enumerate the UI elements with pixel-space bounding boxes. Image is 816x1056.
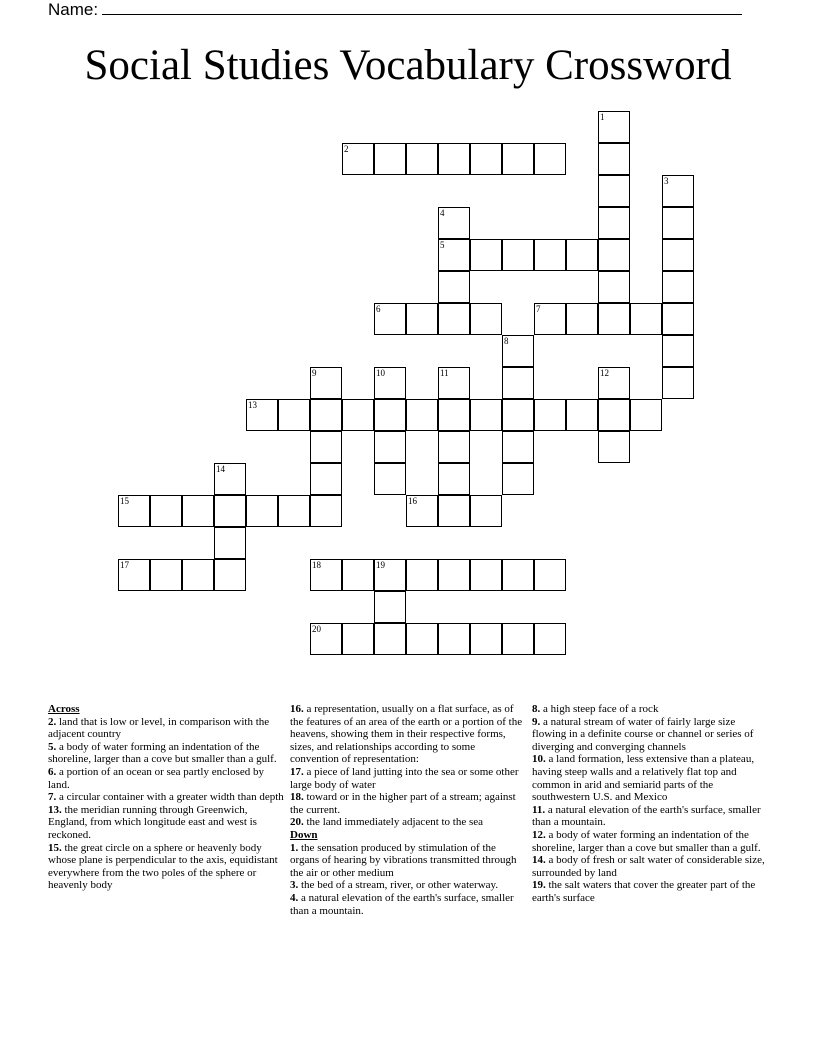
crossword-cell[interactable] [662, 335, 694, 367]
clue-number: 5 [440, 240, 445, 250]
crossword-cell[interactable] [182, 495, 214, 527]
crossword-cell[interactable] [310, 463, 342, 495]
crossword-cell[interactable] [662, 271, 694, 303]
crossword-cell[interactable] [502, 623, 534, 655]
clue-down-1: 1. the sensation produced by stimulation of the organs of hearing by vibrations transmitted through the air or other medium [290, 841, 517, 879]
crossword-cell[interactable] [374, 303, 406, 335]
clue-number: 4 [440, 208, 445, 218]
clue-number: 1 [600, 112, 605, 122]
crossword-cell[interactable] [598, 111, 630, 143]
crossword-cell[interactable] [246, 399, 278, 431]
name-label: Name: [48, 0, 99, 19]
crossword-cell[interactable] [502, 559, 534, 591]
clues-column-1 [48, 703, 286, 892]
clue-number: 20 [312, 624, 321, 634]
crossword-cell[interactable] [470, 559, 502, 591]
clue-number: 11 [440, 368, 449, 378]
crossword-cell[interactable] [374, 399, 406, 431]
clue-across-16: 16. a representation, usually on a flat surface, as of the features of an area of the earth or a portion of the heavens, showing them in their respective forms, sizes, and relationships according to some convention of representation: [290, 703, 523, 766]
page-title: Social Studies Vocabulary Crossword [84, 42, 732, 89]
crossword-cell[interactable] [598, 271, 630, 303]
crossword-cell[interactable] [502, 143, 534, 175]
clue-across-18: 18. toward or in the higher part of a stream; against the current. [290, 791, 516, 816]
clue-across-6: 6. a portion of an ocean or sea partly enclosed by land. [48, 765, 264, 791]
clues-column-3 [532, 703, 772, 905]
crossword-cell[interactable] [438, 271, 470, 303]
crossword-cell[interactable] [502, 367, 534, 399]
crossword-cell[interactable] [630, 399, 662, 431]
crossword-cell[interactable] [598, 399, 630, 431]
crossword-cell[interactable] [566, 399, 598, 431]
clue-number: 19 [376, 560, 385, 570]
clue-number: 9 [312, 368, 317, 378]
crossword-cell[interactable] [374, 623, 406, 655]
crossword-cell[interactable] [438, 463, 470, 495]
crossword-cell[interactable] [374, 367, 406, 399]
crossword-cell[interactable] [310, 399, 342, 431]
crossword-cell[interactable] [534, 303, 566, 335]
crossword-cell[interactable] [502, 239, 534, 271]
crossword-cell[interactable] [438, 559, 470, 591]
crossword-cell[interactable] [374, 143, 406, 175]
crossword-cell[interactable] [598, 143, 630, 175]
crossword-cell[interactable] [470, 239, 502, 271]
crossword-cell[interactable] [502, 399, 534, 431]
crossword-cell[interactable] [118, 495, 150, 527]
crossword-cell[interactable] [662, 367, 694, 399]
clue-across-13: 13. the meridian running through Greenwich, England, from which longitude east and west is reckoned. [48, 803, 257, 841]
clue-number: 3 [664, 176, 669, 186]
crossword-cell[interactable] [374, 463, 406, 495]
crossword-cell[interactable] [406, 143, 438, 175]
crossword-cell[interactable] [470, 495, 502, 527]
crossword-cell[interactable] [214, 527, 246, 559]
crossword-cell[interactable] [438, 399, 470, 431]
crossword-cell[interactable] [310, 495, 342, 527]
crossword-cell[interactable] [278, 495, 310, 527]
crossword-cell[interactable] [342, 623, 374, 655]
crossword-cell[interactable] [534, 143, 566, 175]
crossword-cell[interactable] [182, 559, 214, 591]
crossword-cell[interactable] [566, 239, 598, 271]
crossword-cell[interactable] [310, 431, 342, 463]
clue-number: 18 [312, 560, 321, 570]
crossword-cell[interactable] [534, 399, 566, 431]
clue-across-15: 15. the great circle on a sphere or heavenly body whose plane is perpendicular to the axis, equidistant everywhere from the two poles of the sphere or heavenly body [48, 841, 278, 892]
crossword-cell[interactable] [374, 591, 406, 623]
crossword-cell[interactable] [310, 559, 342, 591]
crossword-cell[interactable] [374, 559, 406, 591]
crossword-cell[interactable] [118, 559, 150, 591]
crossword-cell[interactable] [150, 559, 182, 591]
clue-down-4: 4. a natural elevation of the earth's surface, smaller than a mountain. [290, 891, 514, 917]
crossword-cell[interactable] [598, 367, 630, 399]
crossword-cell[interactable] [438, 495, 470, 527]
crossword-cell[interactable] [342, 143, 374, 175]
clue-across-7: 7. a circular container with a greater width than depth [48, 791, 284, 804]
crossword-cell[interactable] [470, 303, 502, 335]
clue-down-3: 3. the bed of a stream, river, or other waterway. [290, 879, 499, 892]
crossword-cell[interactable] [214, 495, 246, 527]
crossword-cell[interactable] [214, 463, 246, 495]
clue-across-17: 17. a piece of land jutting into the sea or some other large body of water [290, 765, 519, 791]
crossword-cell[interactable] [278, 399, 310, 431]
clue-number: 10 [376, 368, 385, 378]
crossword-cell[interactable] [310, 623, 342, 655]
clue-number: 8 [504, 336, 509, 346]
crossword-cell[interactable] [662, 239, 694, 271]
crossword-cell[interactable] [406, 495, 438, 527]
crossword-cell[interactable] [438, 143, 470, 175]
crossword-cell[interactable] [470, 143, 502, 175]
crossword-cell[interactable] [342, 559, 374, 591]
crossword-cell[interactable] [598, 207, 630, 239]
crossword-cell[interactable] [438, 623, 470, 655]
clue-across-5: 5. a body of water forming an indentation of the shoreline, larger than a cove but smaller than a gulf. [48, 740, 277, 766]
crossword-cell[interactable] [630, 303, 662, 335]
clue-across-2: 2. land that is low or level, in comparison with the adjacent country [48, 715, 270, 741]
crossword-cell[interactable] [406, 303, 438, 335]
crossword-cell[interactable] [406, 399, 438, 431]
crossword-cell[interactable] [374, 431, 406, 463]
crossword-cell[interactable] [214, 559, 246, 591]
crossword-cell[interactable] [662, 303, 694, 335]
crossword-cell[interactable] [566, 303, 598, 335]
clue-down-19: 19. the salt waters that cover the greater part of the earth's surface [532, 879, 756, 904]
crossword-cell[interactable] [598, 431, 630, 463]
crossword-cell[interactable] [342, 399, 374, 431]
clue-number: 13 [248, 400, 257, 410]
clue-down-8: 8. a high steep face of a rock [532, 703, 659, 715]
crossword-cell[interactable] [598, 303, 630, 335]
clue-number: 16 [408, 496, 417, 506]
crossword-cell[interactable] [662, 207, 694, 239]
clue-number: 17 [120, 560, 129, 570]
crossword-cell[interactable] [438, 431, 470, 463]
crossword-cell[interactable] [438, 207, 470, 239]
crossword-cell[interactable] [438, 367, 470, 399]
crossword-cell[interactable] [502, 431, 534, 463]
clue-number: 12 [600, 368, 609, 378]
crossword-cell[interactable] [406, 623, 438, 655]
crossword-cell[interactable] [406, 559, 438, 591]
clue-down-14: 14. a body of fresh or salt water of considerable size, surrounded by land [532, 854, 765, 879]
crossword-cell[interactable] [470, 399, 502, 431]
crossword-cell[interactable] [502, 335, 534, 367]
clue-across-20: 20. the land immediately adjacent to the sea [290, 816, 484, 829]
crossword-cell[interactable] [662, 175, 694, 207]
clues-column-2 [290, 703, 526, 917]
crossword-cell[interactable] [246, 495, 278, 527]
clue-down-10: 10. a land formation, less extensive than a plateau, having steep walls and a relatively flat top and common in arid and semiarid parts of the southwestern U.S. and Mexico [532, 753, 755, 804]
crossword-cell[interactable] [310, 367, 342, 399]
clue-number: 15 [120, 496, 129, 506]
clue-number: 2 [344, 144, 349, 154]
clue-number: 14 [216, 464, 225, 474]
crossword-cell[interactable] [534, 623, 566, 655]
crossword-cell[interactable] [598, 175, 630, 207]
crossword-cell[interactable] [150, 495, 182, 527]
crossword-cell[interactable] [502, 463, 534, 495]
clue-down-12: 12. a body of water forming an indentation of the shoreline, larger than a cove but smaller than a gulf. [532, 828, 761, 854]
crossword-cell[interactable] [470, 623, 502, 655]
clue-number: 7 [536, 304, 541, 314]
crossword-cell[interactable] [438, 303, 470, 335]
clue-down-9: 9. a natural stream of water of fairly large size flowing in a definite course or channel or series of diverging and converging channels [532, 715, 754, 753]
down-heading: Down [290, 828, 318, 841]
crossword-cell[interactable] [438, 239, 470, 271]
across-heading: Across [48, 703, 80, 715]
crossword-cell[interactable] [534, 559, 566, 591]
crossword-cell[interactable] [534, 239, 566, 271]
clue-number: 6 [376, 304, 381, 314]
crossword-cell[interactable] [598, 239, 630, 271]
clue-down-11: 11. a natural elevation of the earth's surface, smaller than a mountain. [532, 803, 761, 829]
